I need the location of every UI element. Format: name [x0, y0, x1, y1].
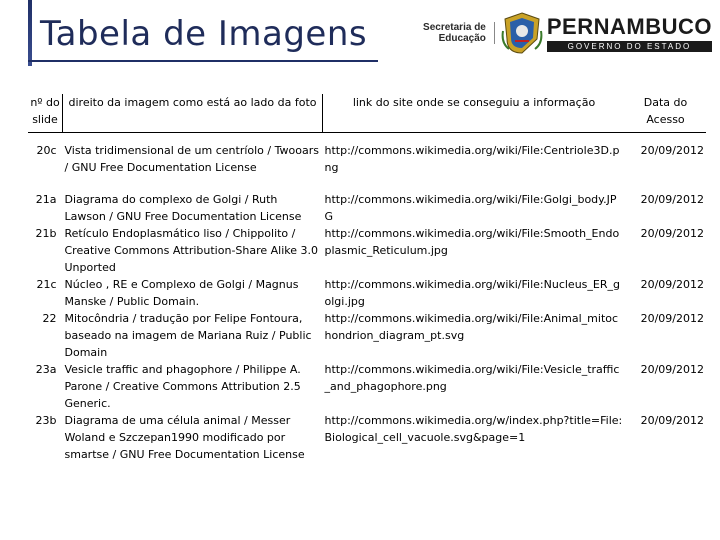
header-source-link: link do site onde se conseguiu a informação	[323, 94, 626, 133]
cell-link	[323, 225, 626, 276]
cell-date: 20/09/2012	[640, 414, 704, 427]
header-slide-number: nº do slide	[28, 94, 63, 133]
government-logo	[423, 8, 712, 58]
cell-date: 20/09/2012	[640, 312, 704, 325]
source-link[interactable]: http://commons.wikimedia.org/wiki/File:Nucleus_ER_golgi.jpg	[324, 278, 620, 308]
secretaria-line-2: Educação	[438, 33, 486, 44]
table-row	[28, 225, 706, 276]
image-sources-table	[28, 94, 706, 463]
cell-link	[323, 412, 626, 463]
cell-rights: Vesicle traffic and phagophore / Philippe A. Parone / Creative Commons Attribution 2.5 Generic.	[64, 363, 301, 410]
cell-link	[323, 133, 626, 177]
source-link[interactable]: http://commons.wikimedia.org/wiki/File:Golgi_body.JPG	[324, 193, 617, 223]
cell-slide: 21a	[35, 193, 57, 206]
brand-name: PERNAMBUCO	[546, 13, 712, 39]
cell-slide: 22	[42, 312, 57, 325]
cell-slide: 21b	[35, 227, 57, 240]
cell-date: 20/09/2012	[640, 363, 704, 376]
cell-link	[323, 276, 626, 310]
source-link[interactable]: http://commons.wikimedia.org/wiki/File:Vesicle_traffic_and_phagophore.png	[324, 363, 620, 393]
source-link[interactable]: http://commons.wikimedia.org/wiki/File:Centriole3D.png	[324, 144, 620, 174]
image-sources-table-container	[28, 94, 704, 463]
cell-slide: 21c	[36, 278, 57, 291]
cell-link	[323, 361, 626, 412]
table-row	[28, 176, 706, 225]
brand-subtitle: GOVERNO DO ESTADO	[547, 41, 712, 52]
cell-date: 20/09/2012	[640, 278, 704, 291]
cell-rights: Núcleo , RE e Complexo de Golgi / Magnus Manske / Public Domain.	[64, 278, 299, 308]
header-access-date: Data do Acesso	[625, 94, 706, 133]
cell-link	[323, 176, 626, 225]
cell-rights: Mitocôndria / tradução por Felipe Fontoura, baseado na imagem de Mariana Ruiz / Public Domain	[64, 312, 312, 359]
header-image-rights: direito da imagem como está ao lado da foto	[63, 94, 323, 133]
cell-date: 20/09/2012	[640, 193, 704, 206]
table-row	[28, 412, 706, 463]
cell-link	[323, 310, 626, 361]
state-crest-icon	[501, 11, 543, 55]
cell-slide: 23a	[35, 363, 57, 376]
cell-rights: Diagrama de uma célula animal / Messer Woland e Szczepan1990 modificado por smartse / GNU Free Documentation License	[64, 414, 305, 461]
cell-rights: Retículo Endoplasmático liso / Chippolito / Creative Commons Attribution-Share Alike 3.0 Unported	[64, 227, 319, 274]
pernambuco-wordmark	[547, 15, 712, 52]
table-row	[28, 133, 706, 177]
cell-slide: 20c	[36, 144, 57, 157]
page-title: Tabela de Imagens	[40, 14, 368, 54]
source-link[interactable]: http://commons.wikimedia.org/wiki/File:Smooth_Endoplasmic_Reticulum.jpg	[324, 227, 620, 257]
title-accent-bar	[28, 0, 32, 66]
source-link[interactable]: http://commons.wikimedia.org/wiki/File:Animal_mitochondrion_diagram_pt.svg	[324, 312, 619, 342]
source-link[interactable]: http://commons.wikimedia.org/w/index.php?title=File:Biological_cell_vacuole.svg&page=1	[324, 414, 623, 444]
slide-header	[0, 0, 720, 66]
table-row	[28, 276, 706, 310]
table-header-row	[28, 94, 706, 133]
cell-date: 20/09/2012	[640, 227, 704, 240]
cell-rights: Vista tridimensional de um centríolo / Twooars / GNU Free Documentation License	[64, 144, 319, 174]
table-row	[28, 361, 706, 412]
title-underline	[28, 60, 378, 62]
cell-date: 20/09/2012	[640, 144, 704, 157]
cell-slide: 23b	[35, 414, 57, 427]
secretaria-line-1: Secretaria de	[423, 22, 486, 33]
cell-rights: Diagrama do complexo de Golgi / Ruth Lawson / GNU Free Documentation License	[64, 193, 302, 223]
table-row	[28, 310, 706, 361]
secretaria-label	[423, 22, 495, 44]
